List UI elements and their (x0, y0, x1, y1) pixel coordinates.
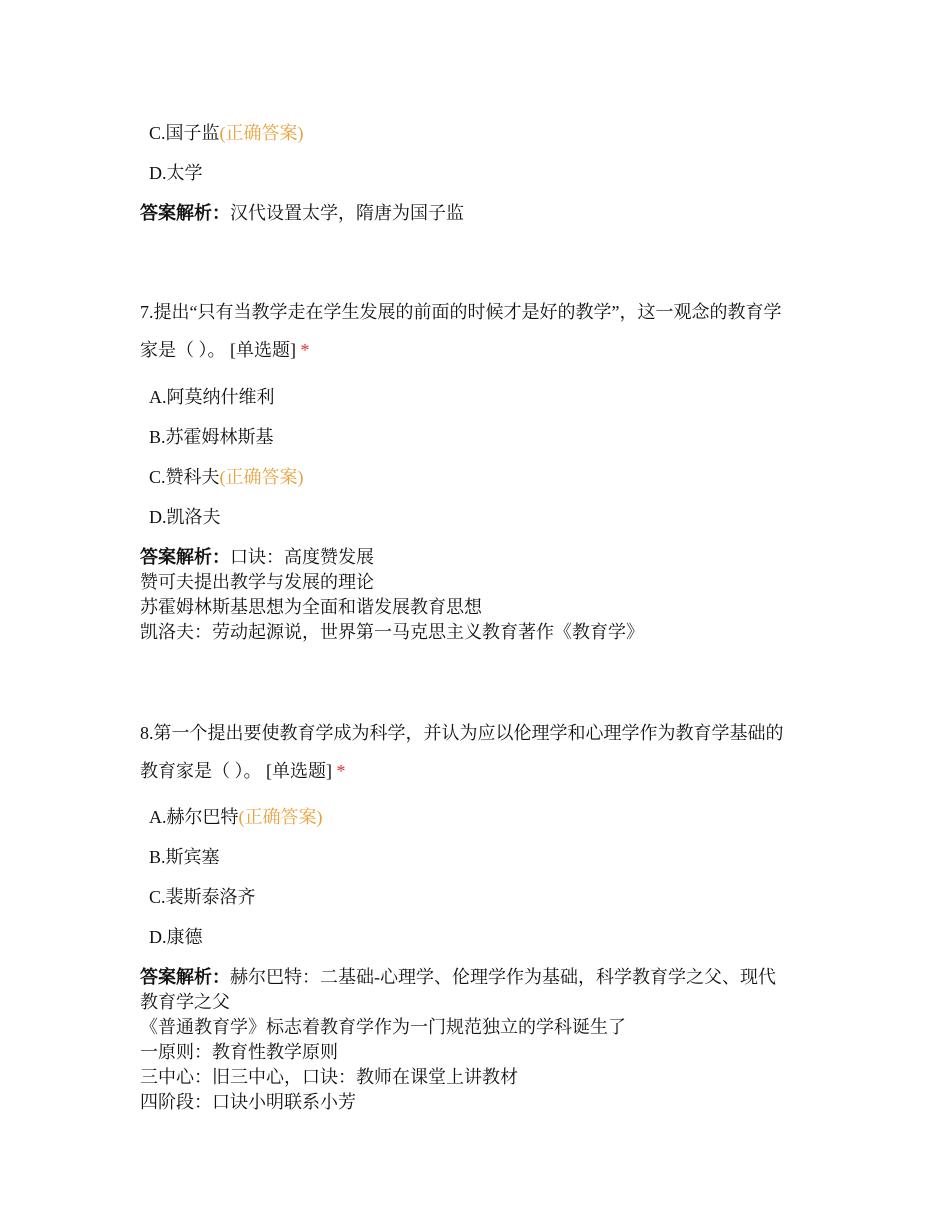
q7-title-line-2 (140, 338, 310, 362)
q7-option-d (149, 505, 221, 529)
option-text: B.斯宾塞 (149, 847, 220, 867)
q8-analysis-line-4: 一原则：教育性教学原则 (140, 1042, 338, 1062)
q8-analysis-line-1 (140, 965, 776, 989)
required-mark: * (336, 761, 346, 781)
analysis-text: 汉代设置太学，隋唐为国子监 (230, 203, 464, 223)
q8-analysis-line-3: 《普通教育学》标志着教育学作为一门规范独立的学科诞生了 (140, 1017, 626, 1037)
q8-analysis-line-5: 三中心：旧三中心，口诀：教师在课堂上讲教材 (140, 1067, 518, 1087)
question-title-text: 家是（ ）。 [单选题] (140, 340, 296, 360)
q8-option-b (149, 845, 220, 869)
q8-title-line-1: 8.第一个提出要使教育学成为科学，并认为应以伦理学和心理学作为教育学基础的 (140, 723, 784, 743)
q6-option-c (149, 121, 304, 145)
q8-option-d (149, 925, 203, 949)
option-text: A.赫尔巴特 (149, 807, 239, 827)
required-mark: * (300, 340, 310, 360)
question-title-text: 教育家是（ ）。 [单选题] (140, 761, 332, 781)
option-text: D.太学 (149, 163, 203, 183)
option-text: A.阿莫纳什维利 (149, 387, 275, 407)
q7-title-line-1: 7.提出“只有当教学走在学生发展的前面的时候才是好的教学”，这一观念的教育学 (140, 302, 782, 322)
correct-answer-tag: (正确答案) (219, 467, 304, 487)
q7-option-b (149, 425, 274, 449)
q8-analysis-line-2: 教育学之父 (140, 992, 230, 1012)
q7-analysis-line-2: 赞可夫提出教学与发展的理论 (140, 572, 374, 592)
q6-analysis (140, 201, 464, 225)
q7-option-a (149, 385, 275, 409)
q7-analysis-line-4: 凯洛夫：劳动起源说，世界第一马克思主义教育著作《教育学》 (140, 622, 644, 642)
option-text: C.赞科夫 (149, 467, 220, 487)
analysis-label: 答案解析： (140, 967, 230, 987)
q8-option-a (149, 805, 323, 829)
q7-analysis-line-3: 苏霍姆林斯基思想为全面和谐发展教育思想 (140, 597, 482, 617)
q7-option-c (149, 465, 304, 489)
analysis-text: 赫尔巴特：二基础-心理学、伦理学作为基础，科学教育学之父、现代 (230, 967, 776, 987)
correct-answer-tag: (正确答案) (238, 807, 323, 827)
q7-analysis-line-1 (140, 545, 374, 569)
q8-analysis-line-6: 四阶段：口诀小明联系小芳 (140, 1092, 356, 1112)
analysis-label: 答案解析： (140, 203, 230, 223)
option-text: C.裴斯泰洛齐 (149, 887, 256, 907)
correct-answer-tag: (正确答案) (219, 123, 304, 143)
analysis-text: 口诀：高度赞发展 (230, 547, 374, 567)
q8-title-line-2 (140, 759, 346, 783)
analysis-label: 答案解析： (140, 547, 230, 567)
option-text: C.国子监 (149, 123, 220, 143)
q8-option-c (149, 885, 256, 909)
option-text: D.凯洛夫 (149, 507, 221, 527)
option-text: D.康德 (149, 927, 203, 947)
q6-option-d (149, 161, 203, 185)
option-text: B.苏霍姆林斯基 (149, 427, 274, 447)
